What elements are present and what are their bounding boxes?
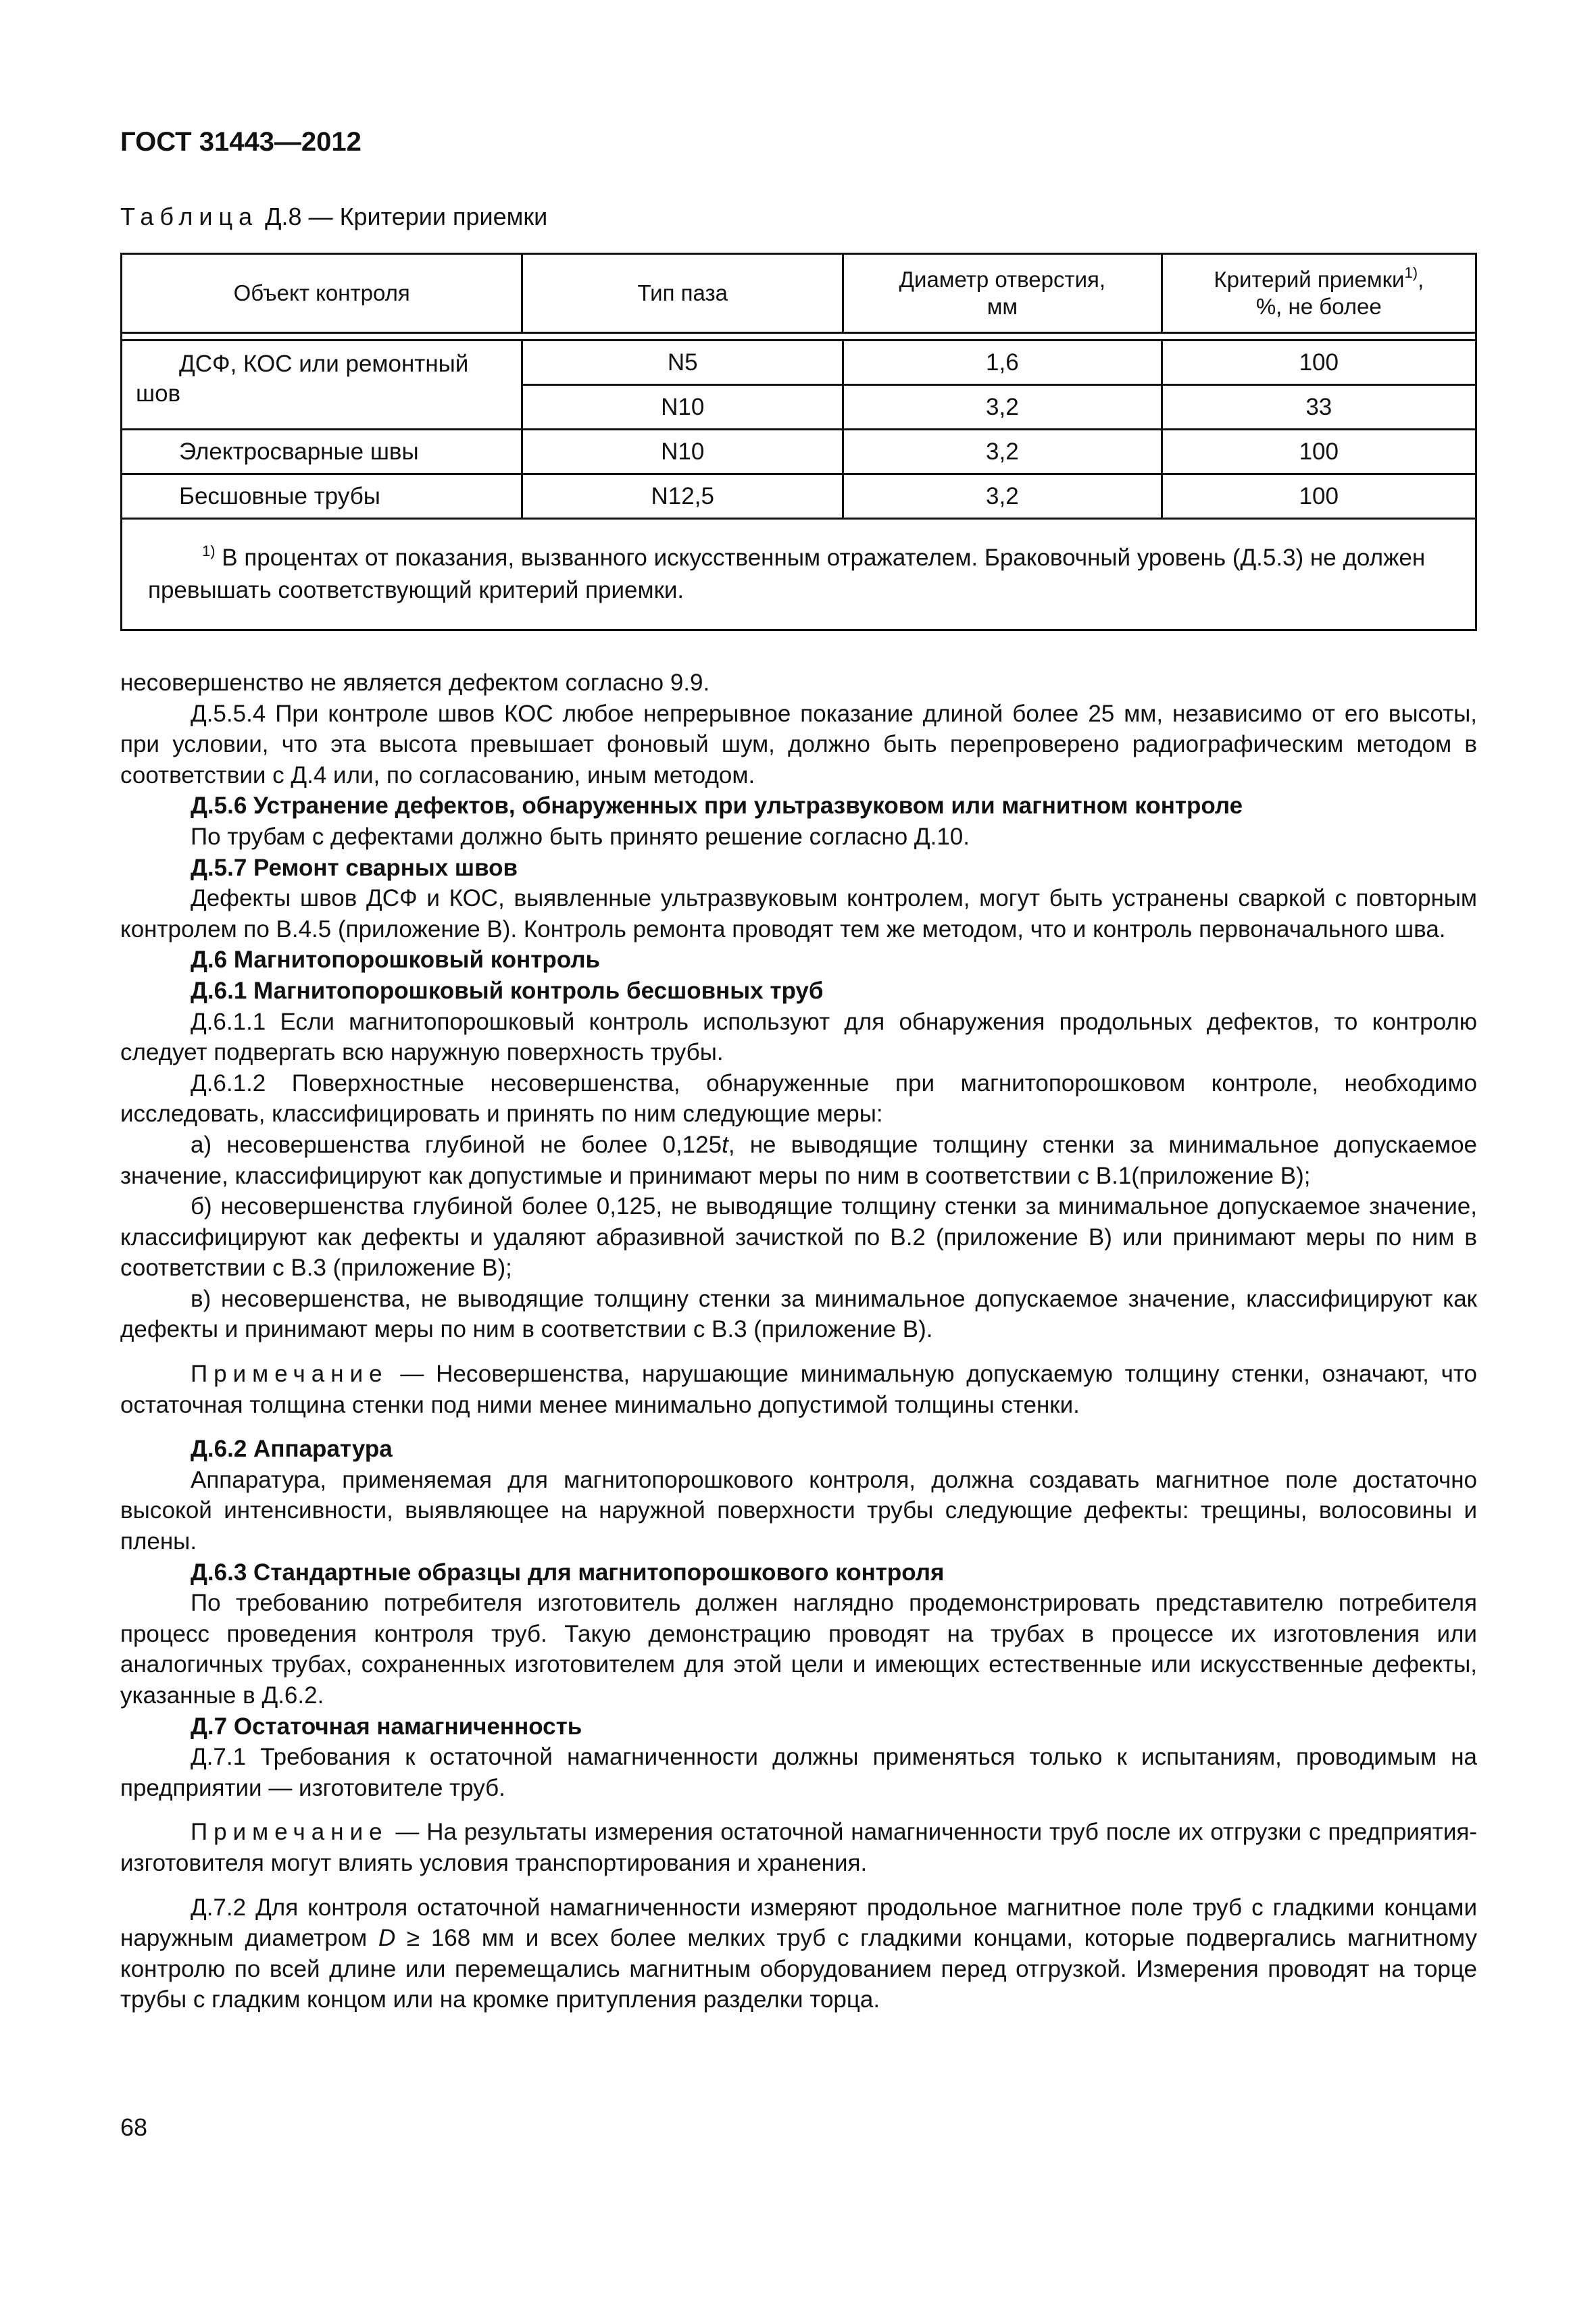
cell-criterion: 33 — [1162, 385, 1476, 430]
cell-notch: N12,5 — [522, 474, 843, 519]
section-heading: Д.7 Остаточная намагниченность — [191, 1713, 582, 1740]
table-footnote: $^{1)}$ В процентах от показания, вызванного искусственным отражателем. Браковочный уровень (Д.5.3) не должен превышать соответствующий критерий приемки. — [122, 519, 1476, 630]
cell-criterion: 100 — [1162, 341, 1476, 385]
table-row — [122, 341, 1476, 385]
cell-diameter: 3,2 — [843, 385, 1162, 430]
paragraph: Д.6.1.1 Если магнитопорошковый контроль используют для обнаружения продольных дефектов, то контролю следует подвергать всю наружную поверхность трубы. — [120, 1008, 1477, 1066]
cell-object: ДСФ, КОС или ремонтный шов — [122, 341, 522, 430]
table-header-row — [122, 254, 1476, 333]
paragraph: Д.5.5.4 При контроле швов КОС любое непрерывное показание длиной более 25 мм, независимо от его высоты, при условии, что эта высота превышает фоновый шум, должно быть перепроверено радиографическим методом в соответствии с Д.4 или, по согласованию, иным методом. — [120, 700, 1477, 788]
list-item: а) несовершенства глубиной не более 0,125t, не выводящие толщину стенки за минимальное допускаемое значение, классифицируют как допустимые и принимают меры по ним в соответствии с В.1(приложение В); — [120, 1131, 1477, 1189]
table-header-separator — [122, 333, 1476, 341]
cell-diameter: 1,6 — [843, 341, 1162, 385]
table-row — [122, 430, 1476, 474]
column-header-diameter: Диаметр отверстия, мм — [843, 254, 1162, 333]
table-caption — [120, 203, 547, 231]
cell-criterion: 100 — [1162, 474, 1476, 519]
cell-notch: N10 — [522, 430, 843, 474]
table-row — [122, 474, 1476, 519]
cell-object: Бесшовные трубы — [122, 474, 522, 519]
cell-object: Электросварные швы — [122, 430, 522, 474]
paragraph: По требованию потребителя изготовитель должен наглядно продемонстрировать представителю потребителя процесс проведения контроля труб. Такую демонстрацию проводят на трубах в процессе их изготовления или аналогичных трубах, сохраненных изготовителем для этой цели и имеющих естественные или искусственные дефекты, указанные в Д.6.2. — [120, 1590, 1477, 1709]
document-header: ГОСТ 31443—2012 — [120, 127, 361, 157]
cell-diameter: 3,2 — [843, 474, 1162, 519]
column-header-object: Объект контроля — [122, 254, 522, 333]
paragraph: Д.7.1 Требования к остаточной намагниченности должны применяться только к испытаниям, проводимым на предприятии — изготовителе труб. — [120, 1744, 1477, 1801]
table-caption-title: Д.8 — Критерии приемки — [258, 203, 548, 230]
column-header-criterion: Критерий приемки$^{1)}$, %, не более — [1162, 254, 1476, 333]
cell-criterion: 100 — [1162, 430, 1476, 474]
table-footnote-row — [122, 519, 1476, 630]
section-heading: Д.5.6 Устранение дефектов, обнаруженных при ультразвуковом или магнитном контроле — [191, 793, 1243, 820]
paragraph: несовершенство не является дефектом согласно 9.9. — [120, 670, 710, 696]
paragraph: Аппаратура, применяемая для магнитопорошкового контроля, должна создавать магнитное поле достаточно высокой интенсивности, выявляющее на наружной поверхности трубы следующие дефекты: трещины, волосовины и плены. — [120, 1466, 1477, 1555]
table-caption-word: Таблица — [120, 203, 259, 230]
paragraph: По трубам с дефектами должно быть принято решение согласно Д.10. — [191, 823, 970, 850]
body-text — [120, 668, 1477, 2015]
note: Примечание — На результаты измерения остаточной намагниченности труб после их отгрузки с предприятия-изготовителя могут влиять условия транспортирования и хранения. — [120, 1819, 1477, 1876]
section-heading: Д.6.1 Магнитопорошковый контроль бесшовных труб — [191, 977, 824, 1004]
section-heading: Д.5.7 Ремонт сварных швов — [191, 854, 518, 881]
section-heading: Д.6 Магнитопорошковый контроль — [191, 947, 601, 974]
section-heading: Д.6.3 Стандартные образцы для магнитопорошкового контроля — [191, 1559, 945, 1586]
cell-notch: N5 — [522, 341, 843, 385]
section-heading: Д.6.2 Аппаратура — [191, 1436, 393, 1463]
list-item: б) несовершенства глубиной более 0,125, не выводящие толщину стенки за минимальное допускаемое значение, классифицируют как дефекты и удаляют абразивной зачисткой по В.2 (приложение В) или принимают меры по ним в соответствии с В.3 (приложение В); — [120, 1193, 1477, 1282]
page-number: 68 — [120, 2113, 148, 2141]
cell-notch: N10 — [522, 385, 843, 430]
column-header-notch: Тип паза — [522, 254, 843, 333]
list-item: в) несовершенства, не выводящие толщину стенки за минимальное допускаемое значение, классифицируют как дефекты и принимают меры по ним в соответствии с В.3 (приложение В). — [120, 1285, 1477, 1343]
note: Примечание — Несовершенства, нарушающие минимальную допускаемую толщину стенки, означают, что остаточная толщина стенки под ними менее минимально допустимой толщины стенки. — [120, 1361, 1477, 1418]
paragraph: Д.6.1.2 Поверхностные несовершенства, обнаруженные при магнитопорошковом контроле, необходимо исследовать, классифицировать и принять по ним следующие меры: — [120, 1070, 1477, 1128]
acceptance-criteria-table — [120, 253, 1477, 631]
paragraph: Д.7.2 Для контроля остаточной намагниченности измеряют продольное магнитное поле труб с гладкими концами наружным диаметром D ≥ 168 мм и всех более мелких труб с гладкими концами, которые подвергались магнитному контролю по всей длине или перемещались магнитным оборудованием перед отгрузкой. Измерения проводят на торце трубы с гладким концом или на кромке притупления разделки торца. — [120, 1894, 1478, 2013]
paragraph: Дефекты швов ДСФ и КОС, выявленные ультразвуковым контролем, могут быть устранены сваркой с повторным контролем по В.4.5 (приложение В). Контроль ремонта проводят тем же методом, что и контроль первоначального шва. — [120, 885, 1477, 942]
cell-diameter: 3,2 — [843, 430, 1162, 474]
